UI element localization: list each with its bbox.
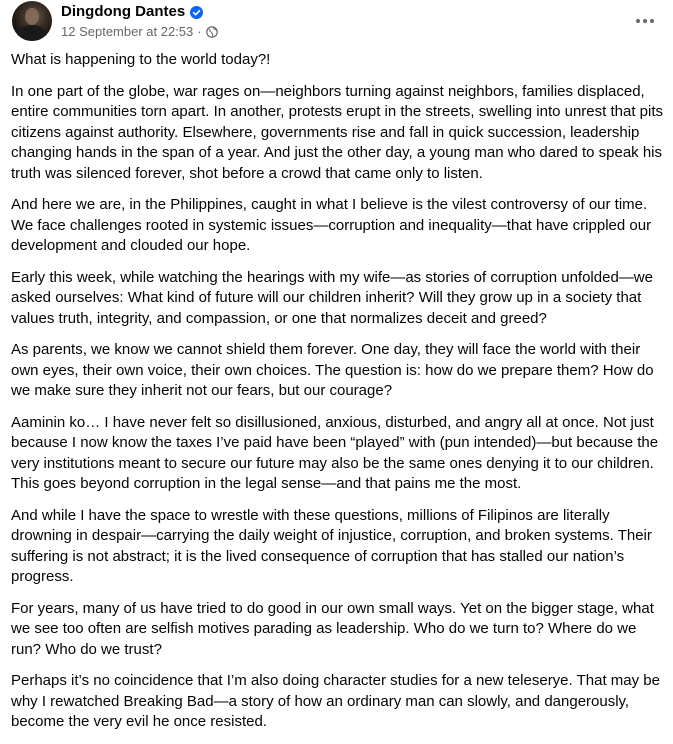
verified-badge-icon [190, 6, 203, 19]
post-paragraph: For years, many of us have tried to do good in our own small ways. Yet on the bigger stage, what we see too often are selfish motives parading as leadership. Who do we turn to? Where do we run? Who do we trust? [11, 599, 654, 658]
meta-separator: · [197, 24, 202, 39]
author-name-link[interactable]: Dingdong Dantes [61, 3, 186, 20]
post-paragraph: What is happening to the world today?! [11, 51, 271, 68]
avatar-face [25, 8, 39, 25]
post-body [11, 50, 667, 744]
author-avatar[interactable] [12, 1, 52, 41]
post-paragraph: Aaminin ko… I have never felt so disillusioned, anxious, disturbed, and angry all at once. Not just because I now know the taxes I’ve paid have been “played” with (pun intended)—but because the very institutions meant to secure our future may also be the same ones denying it to our children. This goes beyond corruption in the legal sense—and that pains me the most. [11, 413, 659, 492]
post-header [12, 1, 661, 43]
globe-icon[interactable] [206, 26, 218, 38]
avatar-shoulders [17, 25, 47, 41]
post-paragraph: Early this week, while watching the hearings with my wife—as stories of corruption unfolded—we asked ourselves: What kind of future will our children inherit? Will they grow up in a society that values truth, integrity, and compassion, or one that normalizes deceit and greed? [11, 268, 653, 327]
post-meta [61, 24, 218, 40]
post-paragraph: Perhaps it’s no coincidence that I’m also doing character studies for a new teleserye. That may be why I rewatched Breaking Bad—a story of how an ordinary man can slowly, and dangerously, become the very evil he once resisted. [11, 672, 660, 730]
post-paragraph: In one part of the globe, war rages on—neighbors turning against neighbors, families displaced, entire communities torn apart. In another, protests erupt in the streets, swelling into unrest that pits citizens against authority. Elsewhere, governments rise and fall in quick succession, leadership changing hands in the span of a year. And just the other day, a young man who dared to speak his truth was silenced forever, shot before a crowd that came only to listen. [11, 82, 664, 182]
more-horizontal-icon [635, 18, 655, 24]
post-paragraph: And while I have the space to wrestle with these questions, millions of Filipinos are literally drowning in despair—carrying the daily weight of injustice, corruption, and broken systems. Their suffering is not abstract; it is the lived consequence of corruption that has stalled our nation’s progress. [11, 506, 652, 585]
author-line [61, 3, 203, 21]
post-timestamp-link[interactable]: 12 September at 22:53 [61, 24, 194, 39]
post-paragraph: As parents, we know we cannot shield them forever. One day, they will face the world with their own eyes, their own voice, their own choices. The question is: how do we prepare them? How do we make sure they inherit not our fears, but our courage? [11, 341, 654, 399]
post-paragraph: And here we are, in the Philippines, caught in what I believe is the vilest controversy of our time. We face challenges rooted in systemic issues—corruption and inequality—that have crippled our development and clouded our hope. [11, 196, 652, 254]
more-options-button[interactable] [629, 5, 661, 37]
